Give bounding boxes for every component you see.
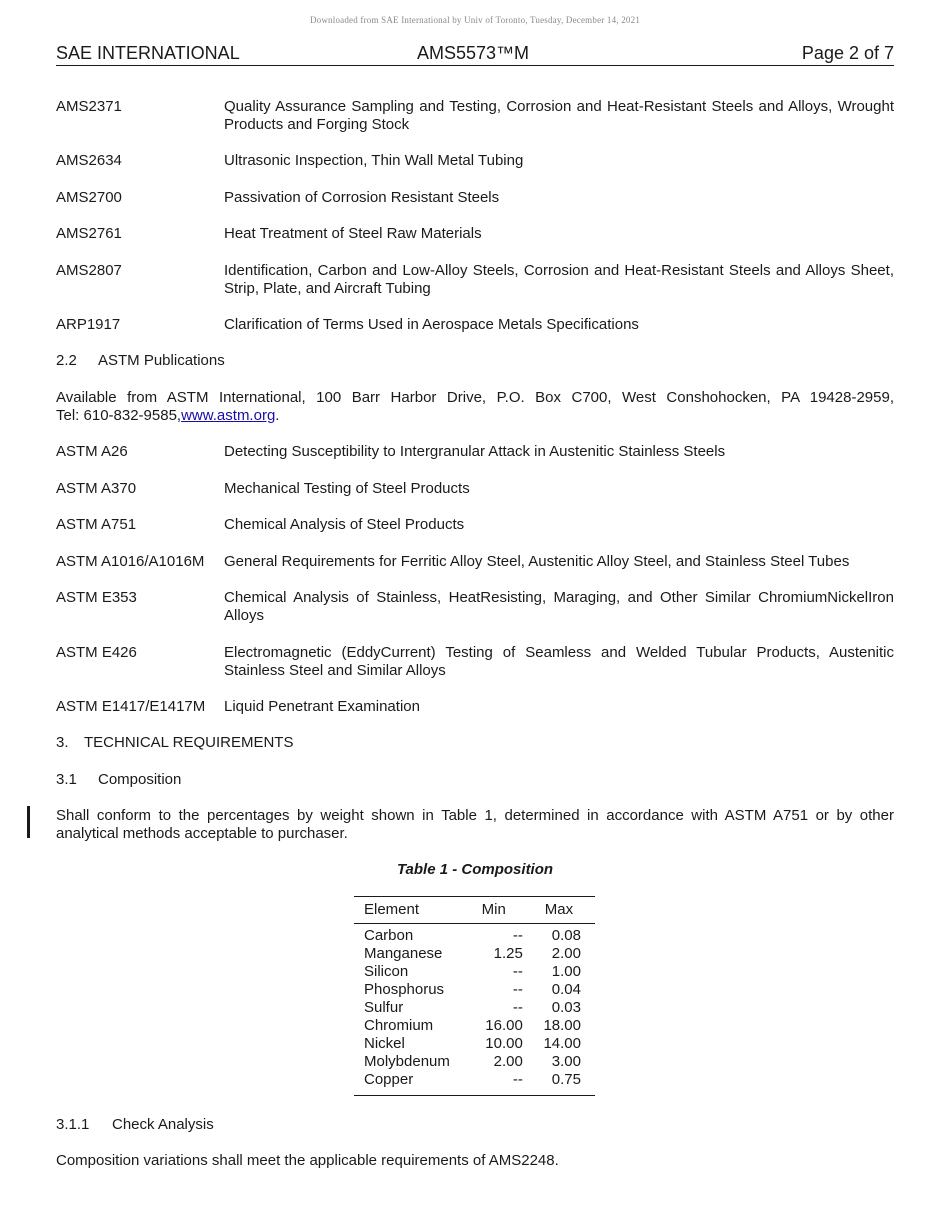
cell-element: Nickel (364, 1035, 405, 1052)
cell-min: 10.00 (485, 1035, 523, 1052)
availability-phone: Tel: 610-832-9585, (56, 407, 182, 424)
reference-code: AMS2700 (56, 189, 122, 206)
table-row (354, 981, 595, 999)
cell-element: Carbon (364, 927, 414, 944)
reference-code: ASTM E426 (56, 644, 137, 661)
reference-title: Identification, Carbon and Low-Alloy Steels, Corrosion and Heat-Resistant Steels and Alloys Sheet, Strip, Plate, and Aircraft Tubing (224, 262, 894, 297)
table-row (354, 1017, 595, 1035)
reference-item (56, 553, 894, 571)
cell-min: -- (512, 981, 523, 998)
reference-title: Chemical Analysis of Steel Products (224, 516, 465, 533)
cell-min: 1.25 (493, 945, 523, 962)
reference-title: General Requirements for Ferritic Alloy Steel, Austenitic Alloy Steel, and Stainless Steel Tubes (224, 553, 850, 570)
section-title: TECHNICAL REQUIREMENTS (84, 734, 294, 751)
reference-code: ASTM E353 (56, 589, 137, 606)
reference-item (56, 262, 894, 298)
reference-title: Liquid Penetrant Examination (224, 698, 420, 715)
revision-change-bar (27, 806, 30, 838)
table-row (354, 1035, 595, 1053)
cell-max: 0.03 (551, 999, 581, 1016)
page-header (56, 44, 894, 66)
cell-element: Manganese (364, 945, 443, 962)
column-header-max: Max (523, 897, 595, 924)
cell-max: 0.04 (551, 981, 581, 998)
reference-code: AMS2807 (56, 262, 122, 279)
reference-title: Clarification of Terms Used in Aerospace Metals Specifications (224, 316, 639, 333)
reference-code: ASTM A751 (56, 516, 137, 533)
section-number: 3.1 (56, 771, 77, 788)
header-organization: SAE INTERNATIONAL (56, 43, 240, 63)
cell-min: -- (512, 927, 523, 944)
reference-title: Mechanical Testing of Steel Products (224, 480, 470, 497)
cell-max: 14.00 (543, 1035, 581, 1052)
reference-title: Ultrasonic Inspection, Thin Wall Metal Tubing (224, 152, 524, 169)
cell-max: 18.00 (543, 1017, 581, 1034)
section-number: 3.1.1 (56, 1116, 90, 1133)
section-title: ASTM Publications (98, 352, 225, 369)
header-page-number: Page 2 of 7 (801, 43, 894, 63)
check-analysis-text: Composition variations shall meet the applicable requirements of AMS2248. (56, 1152, 559, 1169)
reference-item (56, 480, 894, 498)
composition-table (354, 896, 595, 1096)
cell-max: 0.08 (551, 927, 581, 944)
reference-item (56, 98, 894, 134)
cell-min: 16.00 (485, 1017, 523, 1034)
astm-website-link[interactable]: www.astm.org (181, 407, 276, 424)
availability-line: Available from ASTM International, 100 Barr Harbor Drive, P.O. Box C700, West Conshohocken, PA 19428-2959, (56, 389, 894, 406)
table-row (354, 924, 595, 946)
cell-min: -- (512, 999, 523, 1016)
reference-code: AMS2634 (56, 152, 122, 169)
reference-item (56, 443, 894, 461)
reference-item (56, 698, 894, 716)
section-title: Check Analysis (112, 1116, 214, 1133)
composition-paragraph (56, 807, 894, 843)
availability-paragraph (56, 389, 894, 425)
composition-line: analytical methods acceptable to purchaser. (56, 825, 348, 842)
column-header-element: Element (354, 897, 465, 924)
reference-item (56, 589, 894, 625)
reference-code: ASTM A1016/A1016M (56, 553, 205, 570)
cell-element: Molybdenum (364, 1053, 450, 1070)
cell-element: Silicon (364, 963, 409, 980)
reference-title: Heat Treatment of Steel Raw Materials (224, 225, 482, 242)
punctuation: . (275, 407, 280, 424)
reference-code: ARP1917 (56, 316, 121, 333)
cell-min: -- (465, 1071, 523, 1096)
reference-code: ASTM E1417/E1417M (56, 698, 206, 715)
reference-item (56, 516, 894, 534)
cell-max: 2.00 (551, 945, 581, 962)
table-caption: Table 1 - Composition (396, 861, 554, 878)
table-row (354, 963, 595, 981)
section-title: Composition (98, 771, 182, 788)
reference-item (56, 152, 894, 170)
cell-element: Chromium (364, 1017, 434, 1034)
composition-line: Shall conform to the percentages by weight shown in Table 1, determined in accordance with ASTM A751 or by other (56, 807, 894, 824)
cell-min: -- (512, 963, 523, 980)
reference-code: AMS2371 (56, 98, 122, 115)
reference-code: ASTM A26 (56, 443, 128, 460)
cell-element: Copper (354, 1071, 465, 1096)
table-row (354, 999, 595, 1017)
reference-item (56, 189, 894, 207)
reference-title: Chemical Analysis of Stainless, HeatResisting, Maraging, and Other Similar ChromiumNickelIron Alloys (224, 589, 894, 624)
reference-title: Passivation of Corrosion Resistant Steels (224, 189, 500, 206)
cell-element: Sulfur (364, 999, 404, 1016)
reference-item (56, 225, 894, 243)
section-heading-2-2 (56, 352, 225, 370)
cell-max: 1.00 (551, 963, 581, 980)
table-row (354, 1053, 595, 1071)
table-header-row (354, 897, 595, 924)
section-number: 2.2 (56, 352, 77, 369)
section-heading-3-1-1 (56, 1116, 214, 1134)
reference-title: Electromagnetic (EddyCurrent) Testing of Seamless and Welded Tubular Products, Austenitic Stainless Steel and Similar Alloys (224, 644, 894, 679)
download-watermark: Downloaded from SAE International by Univ of Toronto, Tuesday, December 14, 2021 (309, 15, 641, 25)
section-heading-3-1 (56, 771, 181, 789)
reference-code: AMS2761 (56, 225, 122, 242)
cell-max: 3.00 (551, 1053, 581, 1070)
table-row (354, 1071, 595, 1096)
header-document-number: AMS5573™M (417, 43, 530, 63)
table-row (354, 945, 595, 963)
section-number: 3. (56, 734, 69, 751)
cell-min: 2.00 (493, 1053, 523, 1070)
cell-max: 0.75 (523, 1071, 595, 1096)
cell-element: Phosphorus (364, 981, 445, 998)
reference-title: Quality Assurance Sampling and Testing, Corrosion and Heat-Resistant Steels and Alloys, Wrought Products and Forging Stock (224, 98, 894, 133)
section-heading-3 (56, 734, 293, 752)
column-header-min: Min (465, 897, 523, 924)
reference-item (56, 316, 894, 334)
reference-code: ASTM A370 (56, 480, 137, 497)
reference-title: Detecting Susceptibility to Intergranular Attack in Austenitic Stainless Steels (224, 443, 726, 460)
reference-item (56, 644, 894, 680)
